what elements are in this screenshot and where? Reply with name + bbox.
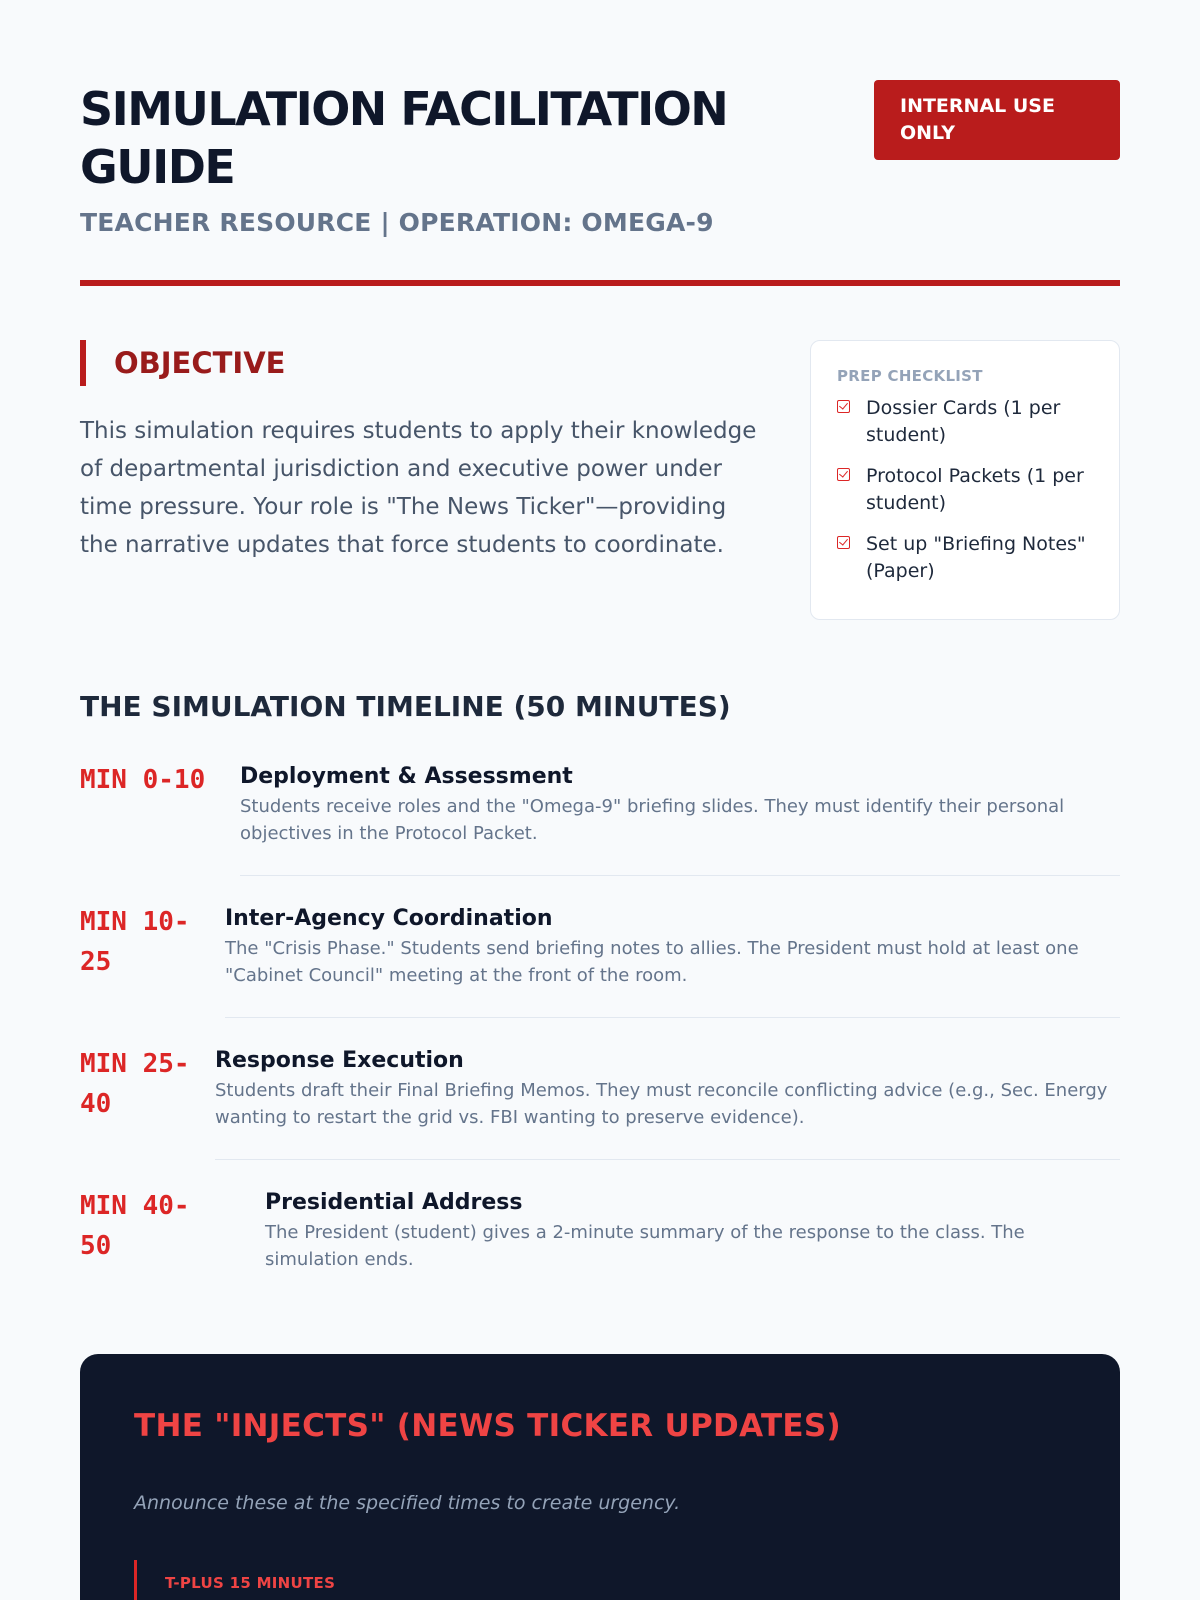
timeline-entry [215,1044,1120,1160]
header [80,80,1120,280]
guide-page [80,80,1120,1270]
timeline-heading: Response Execution [215,1048,464,1073]
checkbox-icon [837,400,850,413]
checklist-items [837,395,1093,585]
timeline-description: Students draft their Final Briefing Memos. They must reconcile conflicting advice (e.g., Sec. Energy wanting to restart the grid vs. FBI wanting to preserve evidence). [215,1080,1108,1128]
checklist-item-label: Dossier Cards (1 per student) [866,397,1061,446]
internal-use-badge: INTERNAL USE ONLY [874,80,1120,160]
objective-heading: OBJECTIVE [80,340,760,386]
objective-section [80,340,760,564]
injects-title: THE "INJECTS" (NEWS TICKER UPDATES) [134,1408,841,1444]
inject-time: T-PLUS 15 MINUTES [165,1574,336,1592]
prep-checklist [810,340,1120,620]
timeline-row [80,1186,1120,1328]
checklist-item [837,395,1093,449]
timeline-time: MIN 10-25 [80,907,190,977]
timeline-entry [225,902,1120,1018]
timeline-row [80,760,1120,902]
timeline-time: MIN 25-40 [80,1049,190,1119]
objective-text: This simulation requires students to apply their knowledge of departmental jurisdiction and executive power under time pressure. Your role is "The News Ticker"—providing the narrative updates that force students to coordinate. [80,418,757,558]
timeline-heading: Inter-Agency Coordination [225,906,553,931]
timeline-row [80,902,1120,1044]
timeline [80,760,1120,1328]
timeline-description: Students receive roles and the "Omega-9" briefing slides. They must identify their personal objectives in the Protocol Packet. [240,796,1065,844]
checkbox-icon [837,536,850,549]
checklist-item-label: Protocol Packets (1 per student) [866,465,1084,514]
page-subtitle: TEACHER RESOURCE | OPERATION: OMEGA-9 [80,208,714,237]
page-title: SIMULATION FACILITATION GUIDE [80,82,728,194]
timeline-time: MIN 0-10 [80,765,206,795]
checklist-item-label: Set up "Briefing Notes" (Paper) [866,533,1086,582]
injects-panel [80,1354,1120,1600]
timeline-entry [265,1186,1120,1302]
checklist-item [837,463,1093,517]
injects-note: Announce these at the specified times to create urgency. [134,1492,681,1514]
timeline-time: MIN 40-50 [80,1191,190,1261]
inject-item [134,1560,1066,1600]
timeline-heading: Presidential Address [265,1190,523,1215]
timeline-description: The President (student) gives a 2-minute summary of the response to the class. The simulation ends. [265,1222,1025,1270]
timeline-title: THE SIMULATION TIMELINE (50 MINUTES) [80,690,731,723]
timeline-heading: Deployment & Assessment [240,764,573,789]
timeline-entry [240,760,1120,876]
header-divider [80,280,1120,286]
timeline-description: The "Crisis Phase." Students send briefing notes to allies. The President must hold at least one "Cabinet Council" meeting at the front of the room. [225,938,1079,986]
timeline-row [80,1044,1120,1186]
checkbox-icon [837,468,850,481]
checklist-title: PREP CHECKLIST [837,367,983,385]
checklist-item [837,531,1093,585]
